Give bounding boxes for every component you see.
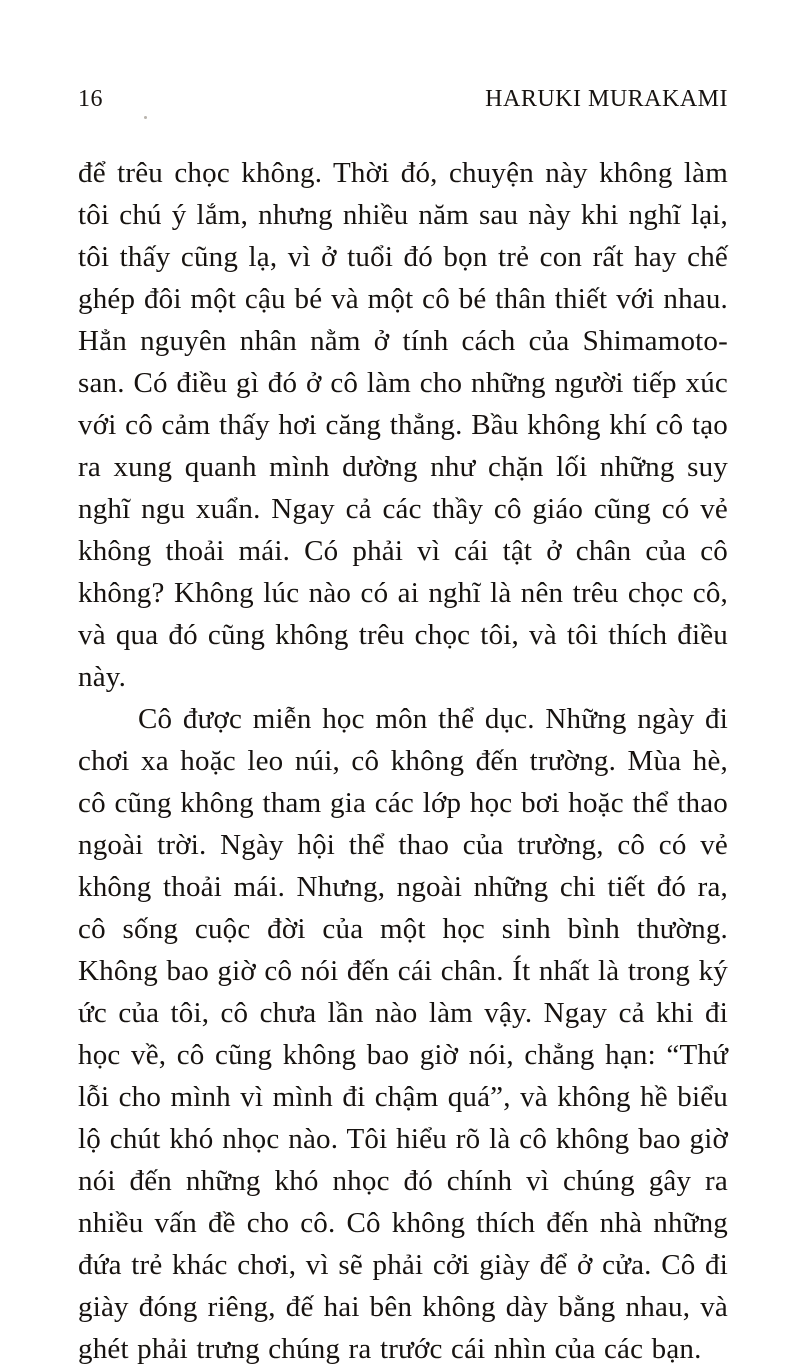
scan-speckle xyxy=(144,116,147,119)
page-number: 16 xyxy=(78,86,103,112)
running-header-title: HARUKI MURAKAMI xyxy=(485,86,728,112)
body-paragraph: để trêu chọc không. Thời đó, chuyện này không làm tôi chú ý lắm, nhưng nhiều năm sau này khi nghĩ lại, tôi thấy cũng lạ, vì ở tuổi đó bọn trẻ con rất hay chế ghép đôi một cậu bé và một cô bé thân thiết với nhau. Hẳn nguyên nhân nằm ở tính cách của Shimamoto-san. Có điều gì đó ở cô làm cho những người tiếp xúc với cô cảm thấy hơi căng thẳng. Bầu không khí cô tạo ra xung quanh mình dường như chặn lối những suy nghĩ ngu xuẩn. Ngay cả các thầy cô giáo cũng có vẻ không thoải mái. Có phải vì cái tật ở chân của cô không? Không lúc nào có ai nghĩ là nên trêu chọc cô, và qua đó cũng không trêu chọc tôi, và tôi thích điều này. xyxy=(78,157,728,693)
body-paragraph: Cô được miễn học môn thể dục. Những ngày đi chơi xa hoặc leo núi, cô không đến trường. Mùa hè, cô cũng không tham gia các lớp học bơi hoặc thể thao ngoài trời. Ngày hội thể thao của trường, cô có vẻ không thoải mái. Nhưng, ngoài những chi tiết đó ra, cô sống cuộc đời của một học sinh bình thường. Không bao giờ cô nói đến cái chân. Ít nhất là trong ký ức của tôi, cô chưa lần nào làm vậy. Ngay cả khi đi học về, cô cũng không bao giờ nói, chẳng hạn: “Thứ lỗi cho mình vì mình đi chậm quá”, và không hề biểu lộ chút khó nhọc nào. Tôi hiểu rõ là cô không bao giờ nói đến những khó nhọc đó chính vì chúng gây ra nhiều vấn đề cho cô. Cô không thích đến nhà những đứa trẻ khác chơi, vì sẽ phải cởi giày để ở cửa. Cô đi giày đóng riêng, đế hai bên không dày bằng nhau, và ghét phải trưng chúng ra trước cái nhìn của các bạn. xyxy=(78,703,728,1365)
running-header xyxy=(78,86,728,112)
page-body xyxy=(78,152,728,1370)
